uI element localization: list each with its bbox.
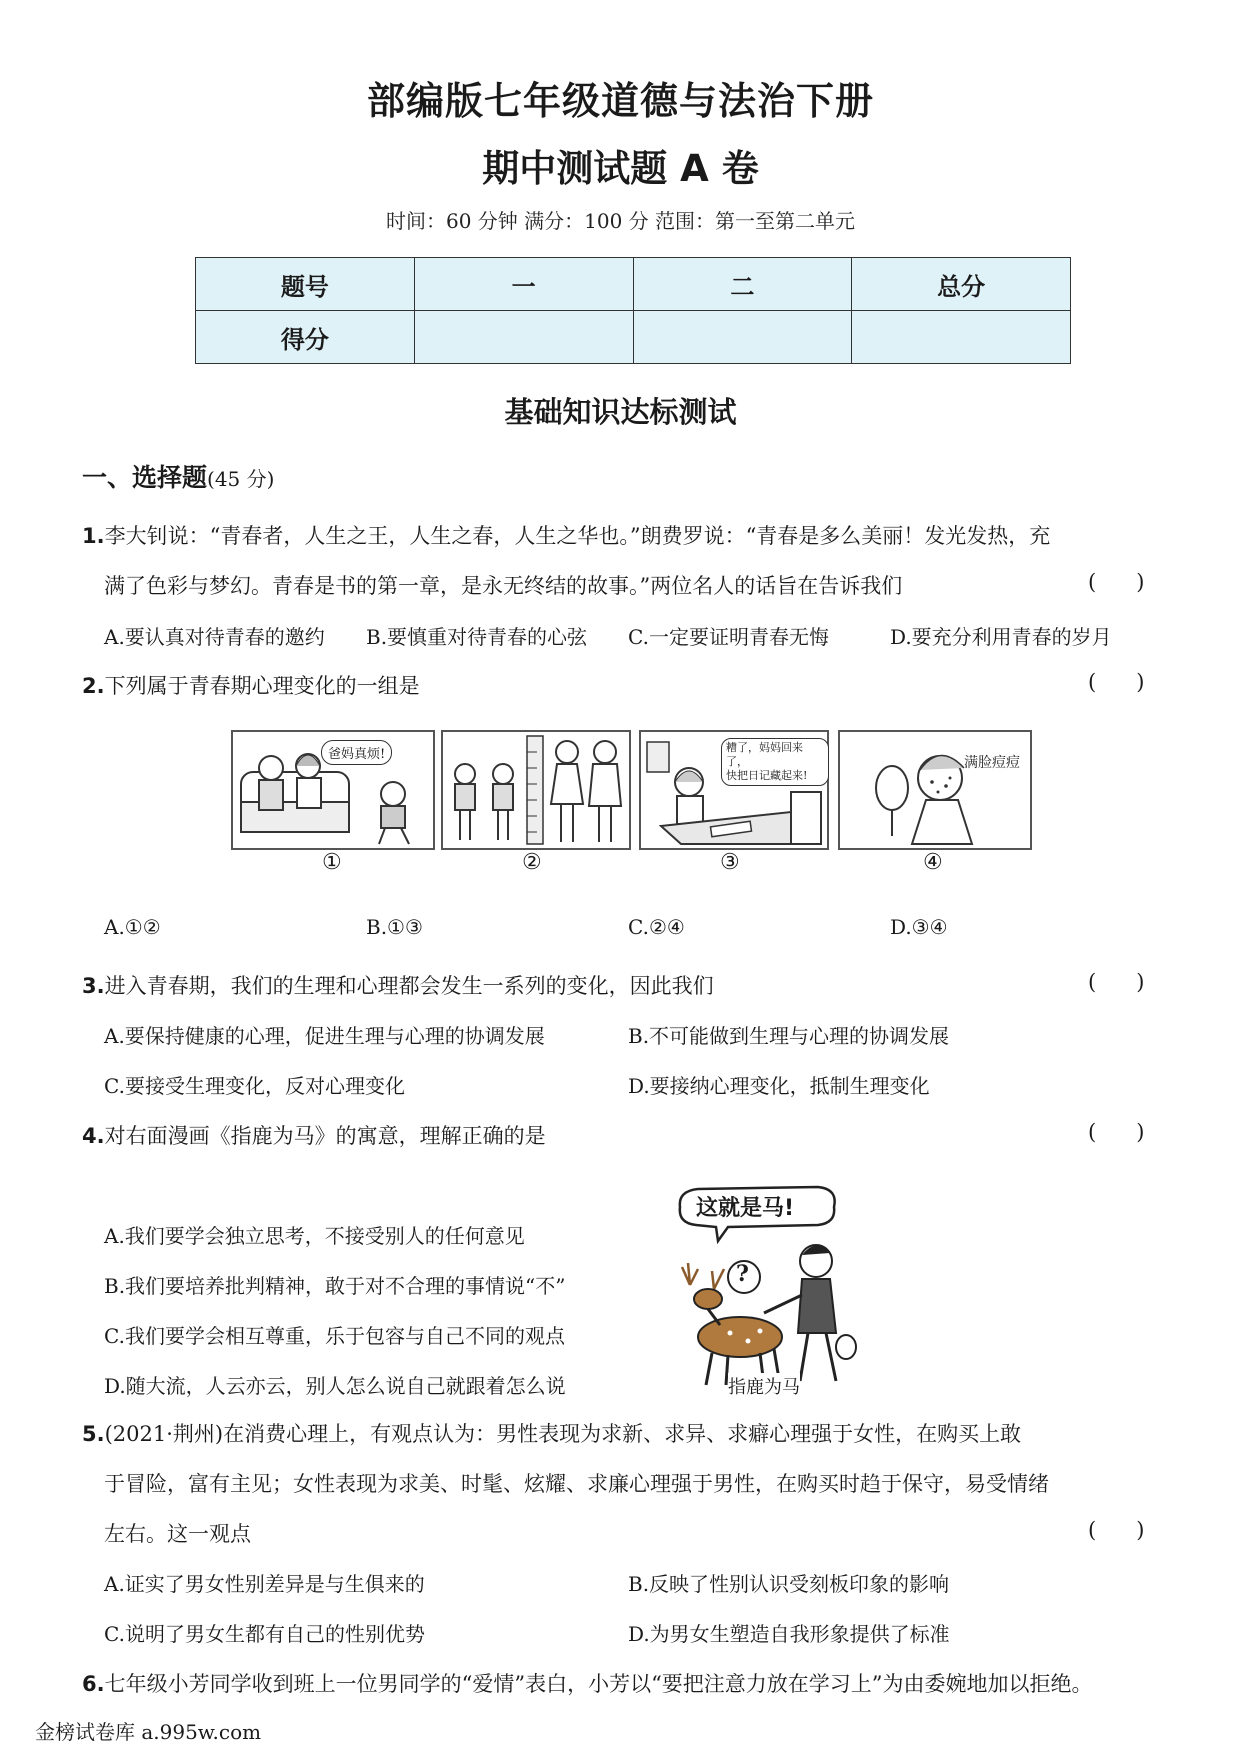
score-input-cell[interactable]: [852, 311, 1071, 364]
exam-subtitle: 期中测试题 A 卷: [482, 147, 759, 190]
table-cell: 得分: [196, 311, 415, 364]
question-2-line: [82, 670, 420, 700]
question-1-line-1: [82, 520, 1050, 550]
question-text: 对右面漫画《指鹿为马》的寓意，理解正确的是: [104, 1124, 546, 1148]
part-label: 一、选择题: [82, 463, 208, 492]
option-a[interactable]: A.我们要学会独立思考，不接受别人的任何意见: [104, 1224, 525, 1248]
question-mark-icon: ?: [736, 1261, 749, 1287]
option-d[interactable]: D.③④: [890, 915, 948, 939]
option-c[interactable]: C.②④: [628, 915, 685, 939]
option-b[interactable]: B.①③: [366, 915, 423, 939]
section-title: 基础知识达标测试: [504, 395, 737, 429]
question-number: 3.: [82, 974, 105, 998]
option-b[interactable]: B.要慎重对待青春的心弦: [366, 625, 588, 649]
question-3-line: [82, 970, 714, 1000]
score-table: [195, 257, 1071, 364]
bubble-line: 糟了，妈妈回来了，: [726, 741, 803, 768]
score-input-cell[interactable]: [414, 311, 633, 364]
comic-panel-2: [441, 730, 631, 850]
exam-info: 时间：60 分钟 满分：100 分 范围：第一至第二单元: [385, 209, 856, 233]
option-c[interactable]: C.说明了男女生都有自己的性别优势: [104, 1622, 425, 1646]
answer-paren[interactable]: ( ): [1088, 1120, 1145, 1144]
question-4-line: [82, 1120, 546, 1150]
question-text: 七年级小芳同学收到班上一位男同学的“爱情”表白，小芳以“要把注意力放在学习上”为由委婉地加以拒绝。: [104, 1672, 1093, 1696]
option-a[interactable]: A.①②: [104, 915, 161, 939]
table-cell: 总分: [852, 258, 1071, 311]
score-input-cell[interactable]: [633, 311, 852, 364]
answer-paren[interactable]: ( ): [1088, 1518, 1145, 1542]
option-c[interactable]: C.我们要学会相互尊重，乐于包容与自己不同的观点: [104, 1324, 565, 1348]
panel-label: ③: [720, 850, 740, 875]
question-text: 李大钊说：“青春者，人生之王，人生之春，人生之华也。”朗费罗说：“青春是多么美丽！发光发热，充: [104, 524, 1051, 548]
option-d[interactable]: D.要充分利用青春的岁月: [890, 625, 1112, 649]
option-c[interactable]: C.要接受生理变化，反对心理变化: [104, 1074, 405, 1098]
option-a[interactable]: A.证实了男女性别差异是与生俱来的: [104, 1572, 425, 1596]
question-number: 1.: [82, 524, 105, 548]
option-a[interactable]: A.要保持健康的心理，促进生理与心理的协调发展: [104, 1024, 545, 1048]
answer-paren[interactable]: ( ): [1088, 570, 1145, 594]
speech-bubble: [721, 738, 829, 786]
height-growth-illustration: [443, 732, 629, 848]
option-c[interactable]: C.一定要证明青春无悔: [628, 625, 829, 649]
panel-label: ①: [322, 850, 342, 875]
question-number: 6.: [82, 1672, 105, 1696]
question-number: 4.: [82, 1124, 105, 1148]
caption-text: 满脸痘痘: [964, 755, 1020, 771]
question-6-line: [82, 1668, 1093, 1698]
footer-watermark: 金榜试卷库 a.995w.com: [35, 1720, 262, 1744]
acne-mirror-illustration: [840, 732, 1030, 848]
option-a[interactable]: A.要认真对待青春的邀约: [104, 625, 325, 649]
question-number: 2.: [82, 674, 105, 698]
comic-panel-3: [639, 730, 829, 850]
option-b[interactable]: B.不可能做到生理与心理的协调发展: [628, 1024, 950, 1048]
speech-bubble-text: 这就是马!: [696, 1196, 795, 1221]
option-d[interactable]: D.随大流，人云亦云，别人怎么说自己就跟着怎么说: [104, 1374, 566, 1398]
question-number: 5.: [82, 1422, 105, 1446]
question-5-line-3: 左右。这一观点: [104, 1522, 251, 1546]
comic-panel-1: [231, 730, 435, 850]
comic-panel-4: [838, 730, 1032, 850]
question-text: (2021·荆州)在消费心理上，有观点认为：男性表现为求新、求异、求癖心理强于女性，在购买上敢: [104, 1422, 1022, 1446]
exam-title: 部编版七年级道德与法治下册: [366, 79, 874, 123]
speech-bubble: 爸妈真烦!: [321, 740, 392, 765]
option-b[interactable]: B.反映了性别认识受刻板印象的影响: [628, 1572, 950, 1596]
bubble-line: 快把日记藏起来!: [726, 769, 808, 782]
option-d[interactable]: D.要接纳心理变化，抵制生理变化: [628, 1074, 930, 1098]
table-cell: 一: [414, 258, 633, 311]
answer-paren[interactable]: ( ): [1088, 970, 1145, 994]
score-table-score-row: [196, 311, 1071, 364]
part-heading: [82, 458, 274, 494]
option-b[interactable]: B.我们要培养批判精神，敢于对不合理的事情说“不”: [104, 1274, 566, 1298]
panel-label: ④: [923, 850, 943, 875]
question-5-line-2: 于冒险，富有主见；女性表现为求美、时髦、炫耀、求廉心理强于男性，在购买时趋于保守，易受情绪: [104, 1472, 1049, 1496]
option-d[interactable]: D.为男女生塑造自我形象提供了标准: [628, 1622, 950, 1646]
question-5-line-1: [82, 1418, 1021, 1448]
deer-horse-comic: [668, 1185, 874, 1397]
question-1-line-2: 满了色彩与梦幻。青春是书的第一章，是永无终结的故事。”两位名人的话旨在告诉我们: [104, 574, 903, 598]
question-text: 进入青春期，我们的生理和心理都会发生一系列的变化，因此我们: [104, 974, 714, 998]
table-cell: 题号: [196, 258, 415, 311]
table-cell: 二: [633, 258, 852, 311]
panel-label: ②: [522, 850, 542, 875]
comic-caption: 指鹿为马: [728, 1373, 800, 1399]
answer-paren[interactable]: ( ): [1088, 670, 1145, 694]
part-points: (45 分): [207, 467, 275, 491]
question-text: 下列属于青春期心理变化的一组是: [104, 674, 420, 698]
score-table-header-row: [196, 258, 1071, 311]
